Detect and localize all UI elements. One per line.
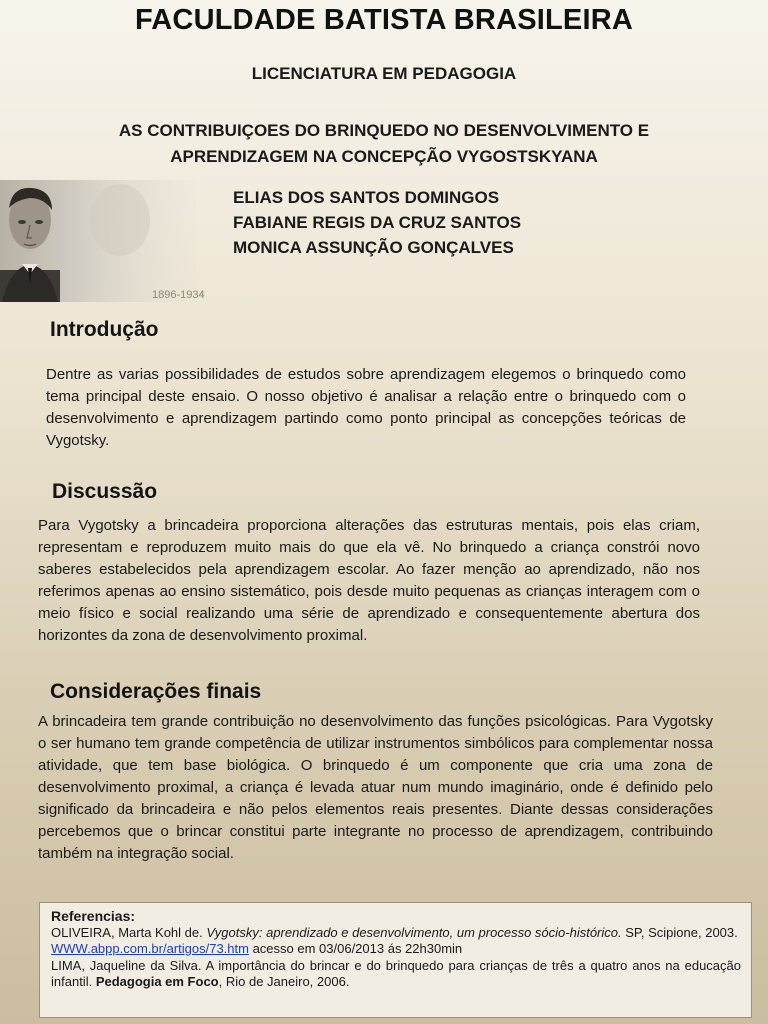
- references-box: [39, 902, 752, 1018]
- reference-1: [51, 925, 741, 942]
- vygotsky-portrait: [0, 180, 205, 302]
- paper-title-line-1: AS CONTRIBUIÇOES DO BRINQUEDO NO DESENVOLVIMENTO E: [118, 121, 650, 140]
- intro-paragraph: Dentre as varias possibilidades de estudos sobre aprendizagem elegemos o brinquedo como tema principal deste ensaio. O nosso objetivo é analisar a relação entre o brinquedo com o desenvolvimento e aprendizagem partindo como ponto principal as concepções teóricas de Vygotsky.: [46, 366, 686, 449]
- references-heading: Referencias:: [51, 908, 136, 924]
- discussion-heading: Discussão: [52, 480, 158, 503]
- course-name: LICENCIATURA EM PEDAGOGIA: [251, 64, 517, 83]
- reference-3-text: LIMA, Jaqueline da Silva. A importância do brincar e do brinquedo para crianças de três a quatro anos na educação infantil.: [51, 957, 741, 989]
- considerations-heading: Considerações finais: [50, 680, 262, 703]
- reference-1-author: OLIVEIRA, Marta Kohl de.: [51, 924, 207, 940]
- portrait-caption: 1896-1934: [152, 289, 205, 301]
- author-1: ELIAS DOS SANTOS DOMINGOS: [233, 188, 500, 207]
- reference-3: [51, 958, 741, 991]
- paper-title: [0, 118, 768, 170]
- author-3: MONICA ASSUNÇÃO GONÇALVES: [233, 238, 514, 257]
- reference-3-journal: Pedagogia em Foco: [95, 974, 219, 989]
- reference-3-place: , Rio de Janeiro, 2006.: [218, 974, 350, 989]
- reference-2-link[interactable]: WWW.abpp.com.br/artigos/73.htm: [51, 941, 249, 956]
- portrait-image: [0, 180, 205, 302]
- considerations-paragraph: A brincadeira tem grande contribuição no desenvolvimento das funções psicológicas. Para Vygotsky o ser humano tem grande competência de utilizar instrumentos simbólicos para complementar nossa atividade, que tem base biológica. O brinquedo é um componente que cria uma zona de desenvolvimento proximal, a criança é levada atuar num mundo imaginário, onde é definido pelo significado da brincadeira e não pelos elementos reais presentes. Diante dessas considerações percebemos que o brincar constitui parte integrante no processo de aprendizagem, contribuindo também na integração social.: [38, 713, 713, 862]
- paper-title-line-2: APRENDIZAGEM NA CONCEPÇÃO VYGOSTSKYANA: [170, 147, 598, 166]
- reference-2: [51, 941, 741, 958]
- reference-1-title: Vygotsky: aprendizado e desenvolvimento, um processo sócio-histórico.: [206, 924, 622, 940]
- institution-title: FACULDADE BATISTA BRASILEIRA: [134, 4, 634, 36]
- reference-1-publisher: SP, Scipione, 2003.: [621, 924, 738, 940]
- reference-2-access: acesso em 03/06/2013 ás 22h30min: [248, 941, 463, 956]
- discussion-paragraph: Para Vygotsky a brincadeira proporciona alterações das estruturas mentais, pois elas criam, representam e reproduzem muito mais do que ela vê. No brinquedo a criança constrói novo saberes estabelecidos pela aprendizagem escolar. Ao fazer menção ao aprendizado, não nos referimos apenas ao ensino sistemático, pois desde muito pequenas as crianças interagem com o meio físico e social realizando uma série de aprendizado e consequentemente abertura dos horizontes da zona de desenvolvimento proximal.: [38, 517, 700, 644]
- authors-list: [233, 185, 521, 260]
- intro-heading: Introdução: [50, 318, 159, 341]
- author-2: FABIANE REGIS DA CRUZ SANTOS: [233, 213, 522, 232]
